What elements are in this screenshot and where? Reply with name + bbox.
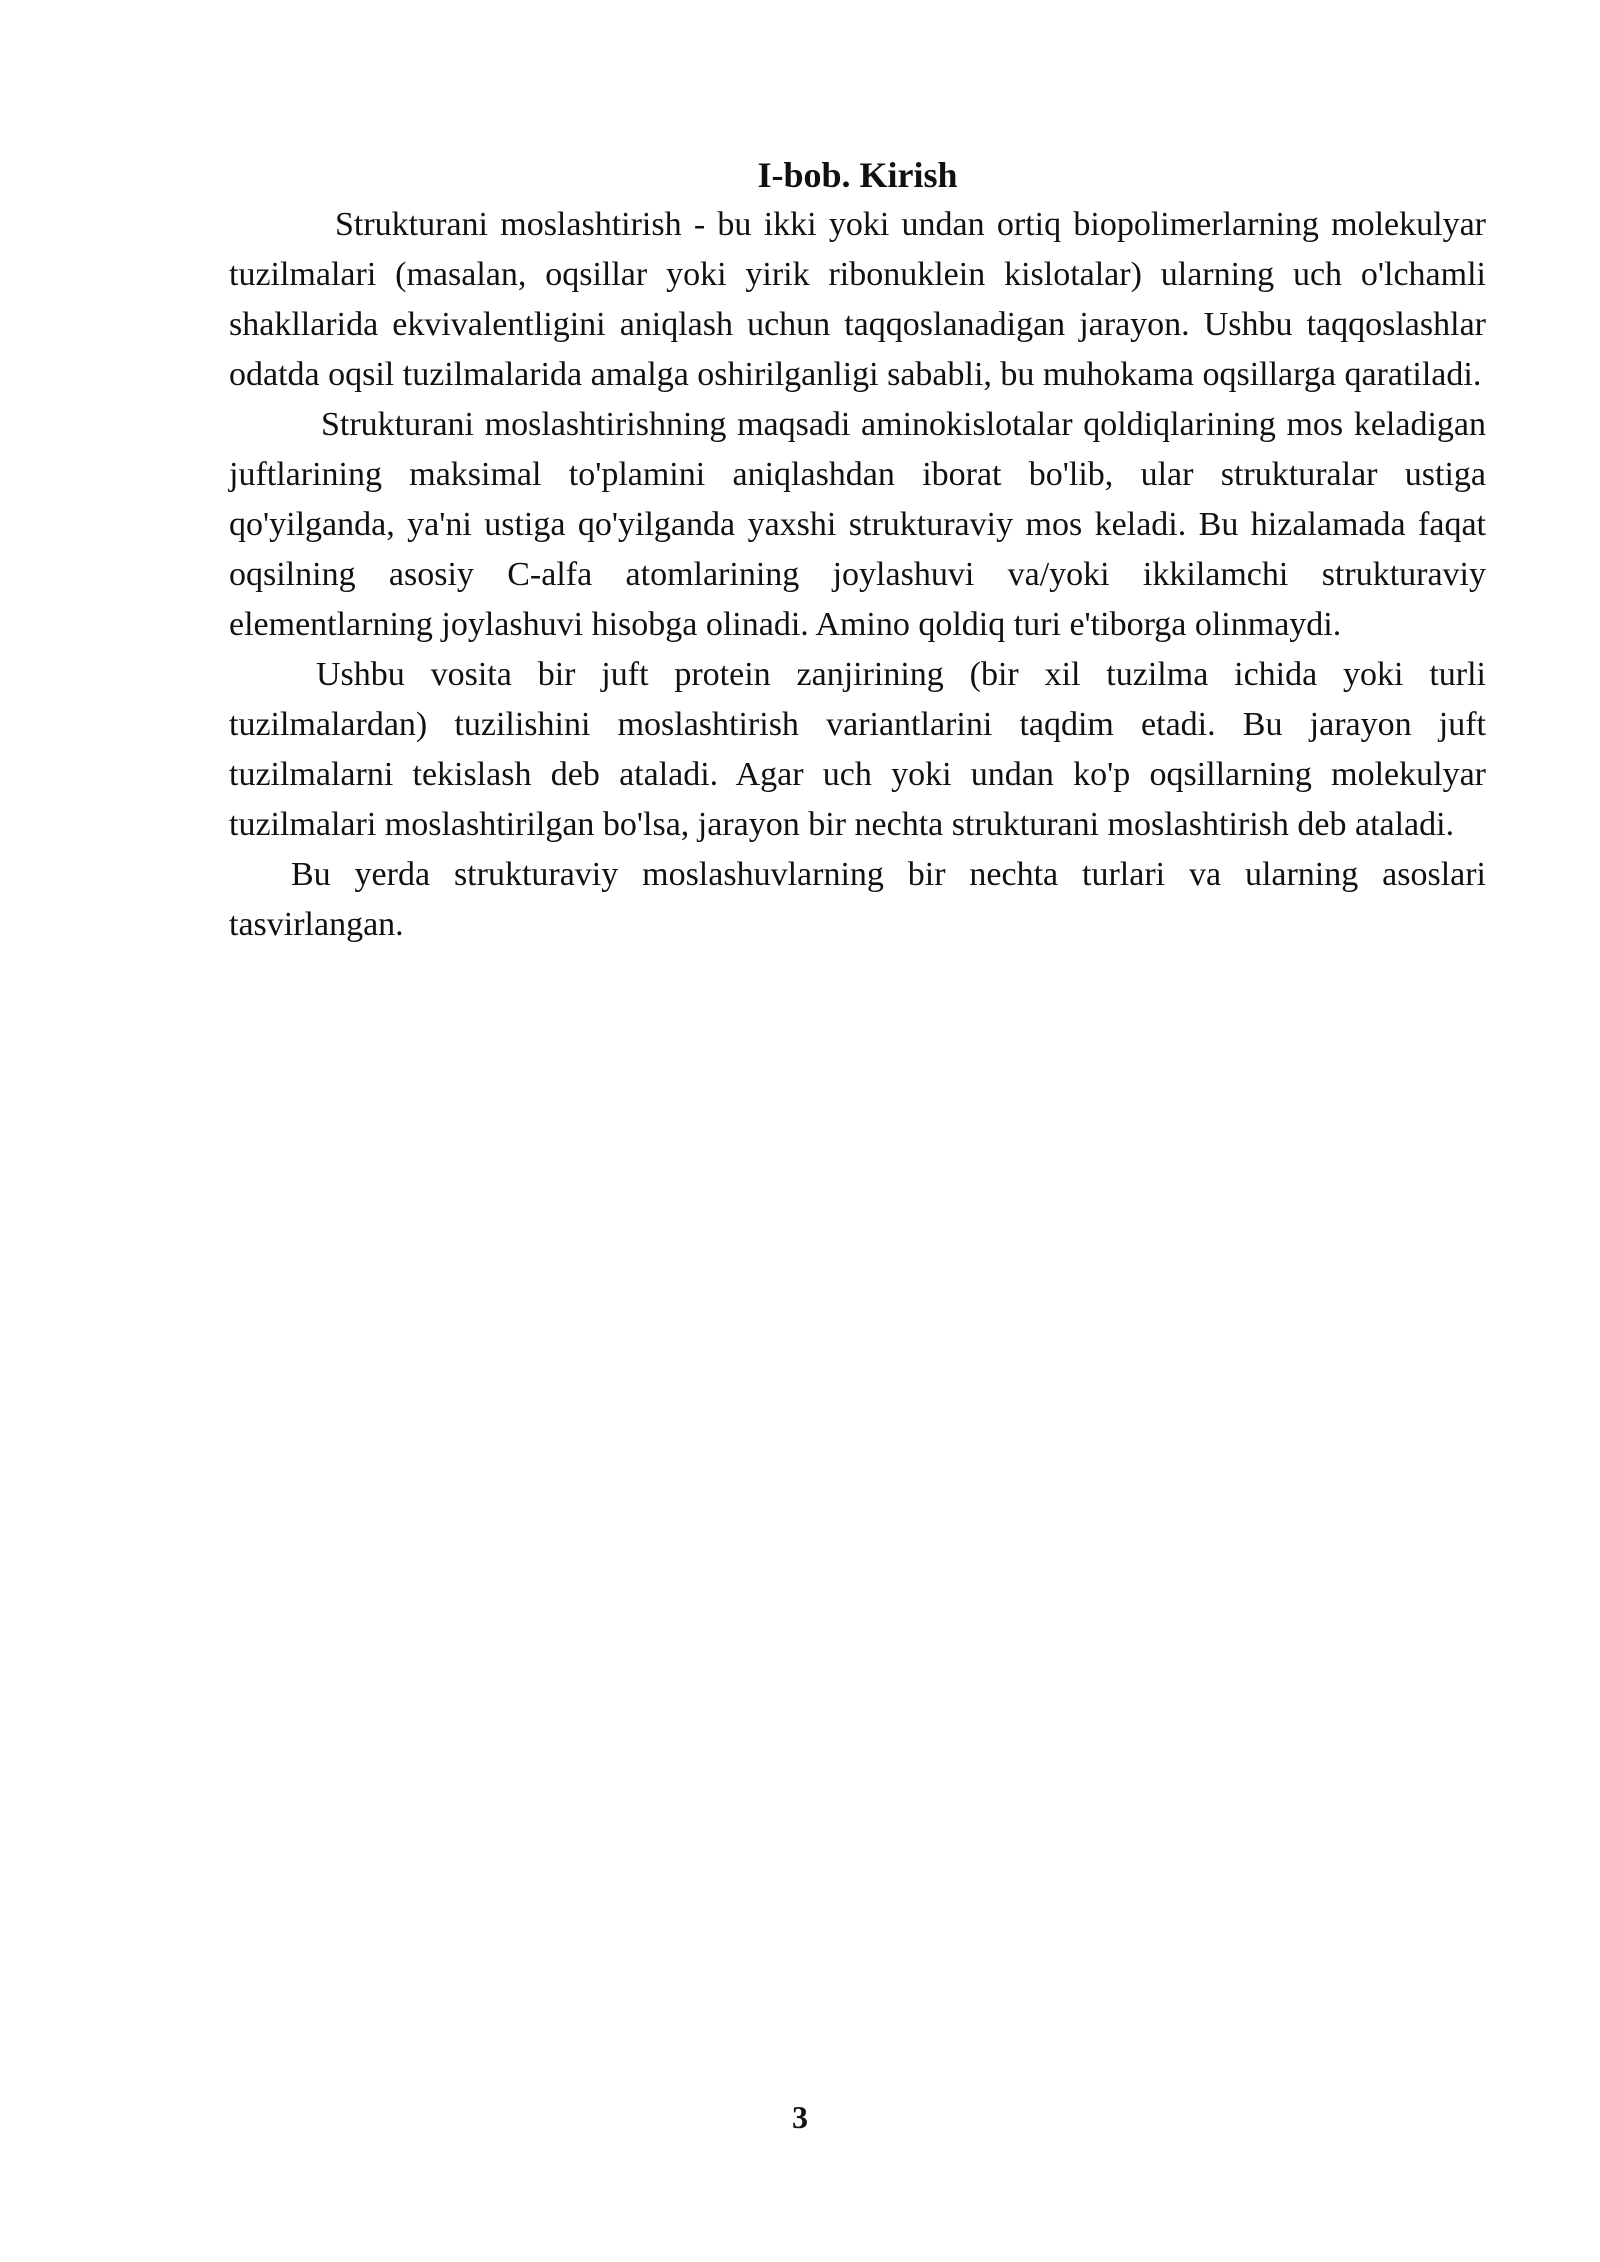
chapter-title: I-bob. Kirish xyxy=(757,155,958,195)
page-number: 3 xyxy=(792,2099,808,2135)
paragraph-3: Ushbu vosita bir juft protein zanjirining (bir xil tuzilma ichida yoki turli tuzilmalardan) tuzilishini moslashtirish variantlarini taqdim etadi. Bu jarayon juft tuzilmalarni tekislash deb ataladi. Agar uch yoki undan ko'p oqsillarning molekulyar tuzilmalari moslashtirilgan bo'lsa, jarayon bir nechta strukturani moslashtirish deb ataladi. xyxy=(229,656,1486,843)
paragraph-1: Strukturani moslashtirish - bu ikki yoki undan ortiq biopolimerlarning molekulyar tuzilmalari (masalan, oqsillar yoki yirik ribonuklein kislotalar) ularning uch o'lchamli shakllarida ekvivalentligini aniqlash uchun taqqoslanadigan jarayon. Ushbu taqqoslashlar odatda oqsil tuzilmalarida amalga oshirilganligi sababli, bu muhokama oqsillarga qaratiladi. xyxy=(229,206,1486,393)
paragraph-2: Strukturani moslashtirishning maqsadi aminokislotalar qoldiqlarining mos keladigan juftlarining maksimal to'plamini aniqlashdan iborat bo'lib, ular strukturalar ustiga qo'yilganda, ya'ni ustiga qo'yilganda yaxshi strukturaviy mos keladi. Bu hizalamada faqat oqsilning asosiy C-alfa atomlarining joylashuvi va/yoki ikkilamchi strukturaviy elementlarning joylashuvi hisobga olinadi. Amino qoldiq turi e'tiborga olinmaydi. xyxy=(229,406,1486,643)
paragraph-4: Bu yerda strukturaviy moslashuvlarning bir nechta turlari va ularning asoslari tasvirlangan. xyxy=(229,856,1486,943)
page-content xyxy=(229,150,1486,950)
